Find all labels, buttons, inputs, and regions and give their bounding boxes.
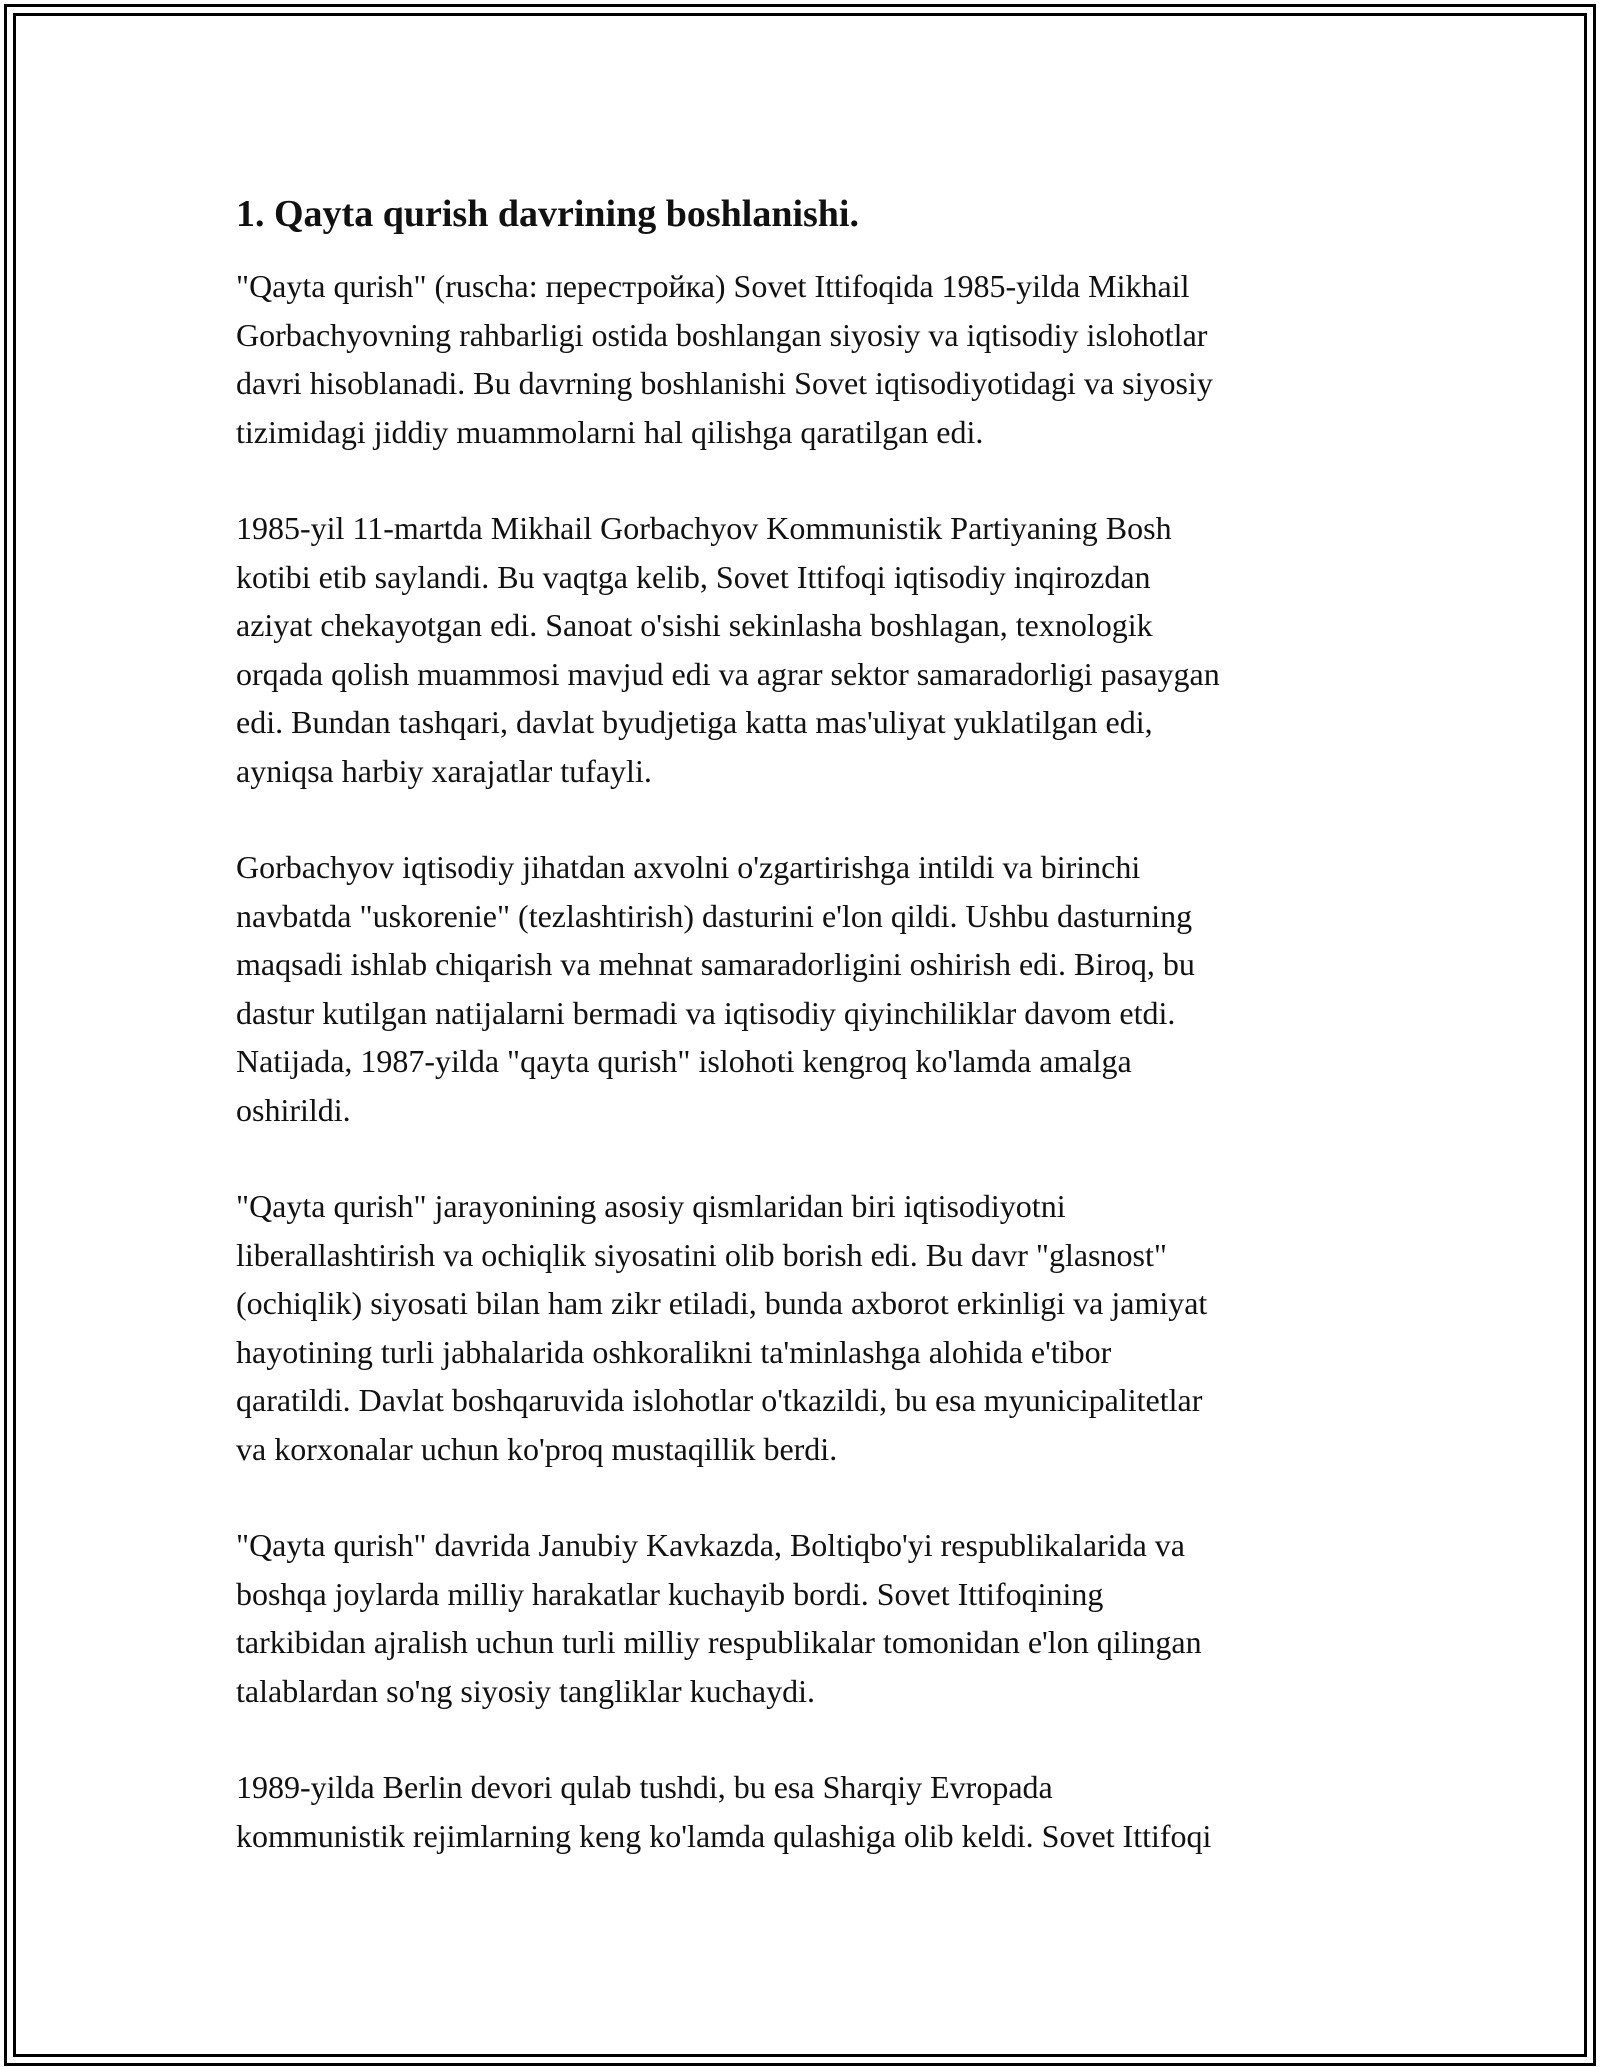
paragraph-1	[236, 262, 1376, 456]
text-line: "Qayta qurish" davrida Janubiy Kavkazda, Boltiqbo'yi respublikalarida va	[236, 1527, 1185, 1563]
text-line: 1989-yilda Berlin devori qulab tushdi, bu esa Sharqiy Evropada	[236, 1769, 1053, 1805]
text-line: navbatda "uskorenie" (tezlashtirish) dasturini e'lon qildi. Ushbu dasturning	[236, 897, 1193, 934]
text-line: hayotining turli jabhalarida oshkoralikni ta'minlashga alohida e'tibor	[236, 1333, 1112, 1370]
text-line: tizimidagi jiddiy muammolarni hal qilishga qaratilgan edi.	[236, 413, 984, 450]
paragraph-3	[236, 843, 1376, 1134]
text-line: (ochiqlik) siyosati bilan ham zikr etiladi, bunda axborot erkinligi va jamiyat	[236, 1285, 1208, 1321]
text-line: edi. Bundan tashqari, davlat byudjetiga katta mas'uliyat yuklatilgan edi,	[236, 704, 1153, 740]
text-line: aziyat chekayotgan edi. Sanoat o'sishi sekinlasha boshlagan, texnologik	[236, 607, 1153, 643]
text-line: Gorbachyovning rahbarligi ostida boshlangan siyosiy va iqtisodiy islohotlar	[236, 316, 1208, 353]
section-heading: 1. Qayta qurish davrining boshlanishi.	[236, 193, 859, 235]
text-line: orqada qolish muammosi mavjud edi va agrar sektor samaradorligi pasaygan	[236, 655, 1220, 692]
text-line: Natijada, 1987-yilda "qayta qurish" islohoti kengroq ko'lamda amalga	[236, 1043, 1132, 1079]
text-line: boshqa joylarda milliy harakatlar kuchayib bordi. Sovet Ittifoqining	[236, 1575, 1104, 1612]
document-body	[236, 188, 1376, 1908]
text-line: Gorbachyov iqtisodiy jihatdan axvolni o'zgartirishga intildi va birinchi	[236, 849, 1141, 885]
text-line: tarkibidan ajralish uchun turli milliy respublikalar tomonidan e'lon qilingan	[236, 1624, 1202, 1660]
text-line: "Qayta qurish" jarayonining asosiy qismlaridan biri iqtisodiyotni	[236, 1188, 1066, 1224]
text-line: oshirildi.	[236, 1091, 351, 1128]
text-line: 1985-yil 11-martda Mikhail Gorbachyov Kommunistik Partiyaning Bosh	[236, 510, 1172, 546]
text-line: talablardan so'ng siyosiy tangliklar kuchaydi.	[236, 1672, 815, 1709]
text-line: dastur kutilgan natijalarni bermadi va iqtisodiy qiyinchiliklar davom etdi.	[236, 994, 1176, 1031]
paragraph-6	[236, 1763, 1376, 1860]
text-line: ayniqsa harbiy xarajatlar tufayli.	[236, 752, 652, 789]
text-line: kotibi etib saylandi. Bu vaqtga kelib, Sovet Ittifoqi iqtisodiy inqirozdan	[236, 558, 1151, 595]
paragraph-4	[236, 1182, 1376, 1473]
text-line: kommunistik rejimlarning keng ko'lamda qulashiga olib keldi. Sovet Ittifoqi	[236, 1817, 1212, 1854]
text-line: "Qayta qurish" (ruscha: перестройка) Sovet Ittifoqida 1985-yilda Mikhail	[236, 268, 1190, 304]
text-line: qaratildi. Davlat boshqaruvida islohotlar o'tkazildi, bu esa myunicipalitetlar	[236, 1382, 1203, 1418]
text-line: va korxonalar uchun ko'proq mustaqillik berdi.	[236, 1430, 838, 1467]
text-line: davri hisoblanadi. Bu davrning boshlanishi Sovet iqtisodiyotidagi va siyosiy	[236, 365, 1213, 401]
text-line: liberallashtirish va ochiqlik siyosatini olib borish edi. Bu davr "glasnost"	[236, 1236, 1167, 1273]
paragraph-5	[236, 1521, 1376, 1715]
text-line: maqsadi ishlab chiqarish va mehnat samaradorligini oshirish edi. Biroq, bu	[236, 946, 1195, 982]
paragraph-2	[236, 504, 1376, 795]
